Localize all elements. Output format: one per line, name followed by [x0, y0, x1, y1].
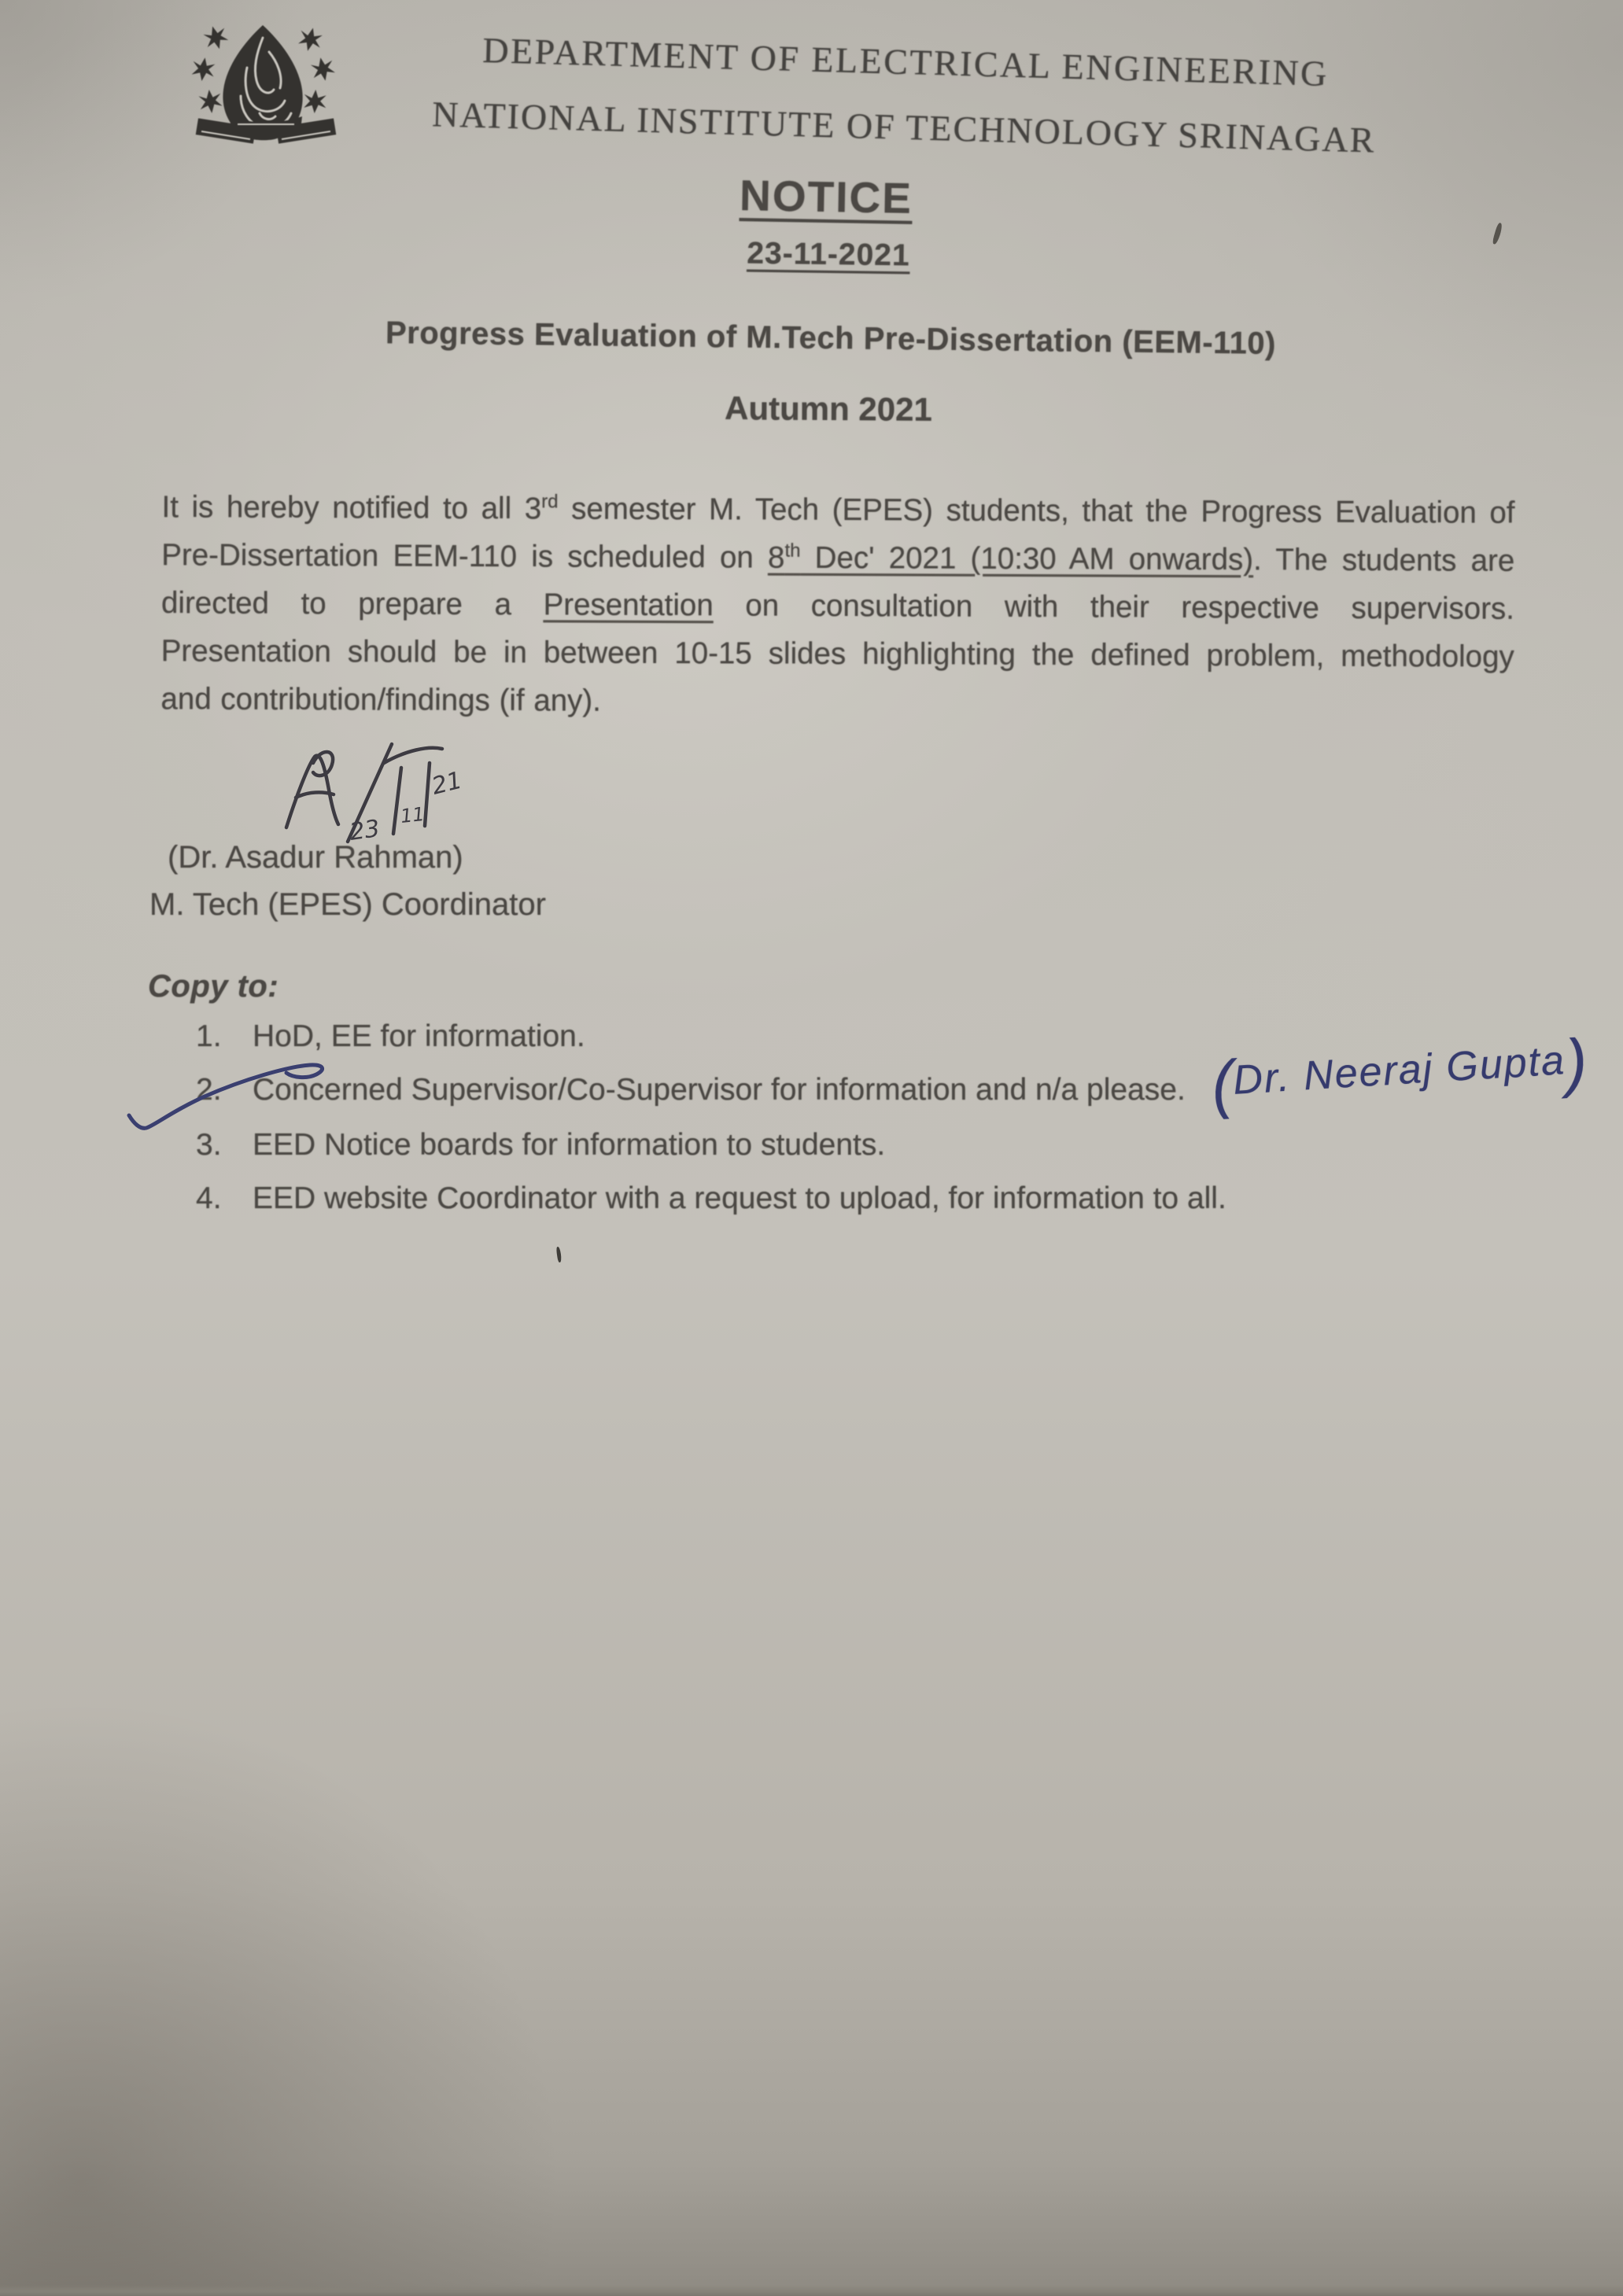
body-line: [161, 483, 1514, 537]
paper-bottom-edge: [0, 2285, 1623, 2296]
body-text: Dec' 2021 (10:30 AM onwards): [800, 540, 1254, 577]
institute-line: NATIONAL INSTITUTE OF TECHNOLOGY SRINAGAR: [431, 94, 1377, 160]
copy-item-4: [196, 1181, 1226, 1216]
ordinal-superscript: rd: [541, 491, 559, 513]
item-text: HoD, EE for information.: [253, 1019, 585, 1053]
annotation-paren: (: [1209, 1048, 1236, 1121]
signatory-name: (Dr. Asadur Rahman): [168, 840, 463, 875]
ink-mark-comma: [556, 1247, 563, 1263]
svg-text:21: 21: [429, 766, 465, 801]
underlined-word: Presentation: [543, 588, 714, 623]
body-text: on consultation with their respective supervisors.: [713, 588, 1515, 626]
body-line: [160, 675, 1514, 729]
body-text: Pre-Dissertation EEM-110 is scheduled on: [161, 538, 769, 575]
subject-line: Progress Evaluation of M.Tech Pre-Dissertation (EEM-110): [385, 315, 1277, 361]
item-text: Concerned Supervisor/Co-Supervisor for information and n/a please.: [253, 1073, 1186, 1107]
svg-text:11: 11: [399, 802, 426, 827]
body-text: 8: [767, 540, 785, 575]
body-text: semester M. Tech (EPES) students, that the Progress Evaluation of: [558, 492, 1515, 530]
body-line: [161, 627, 1514, 681]
notice-date: 23-11-2021: [747, 236, 910, 273]
body-paragraph: [160, 483, 1514, 729]
item-number: 4.: [196, 1181, 222, 1215]
item-number: 1.: [196, 1019, 222, 1053]
body-text: Presentation should be in between 10-15 slides highlighting the defined problem, methodology: [160, 634, 1514, 674]
item-number: 3.: [196, 1128, 222, 1162]
body-line: [161, 579, 1514, 633]
department-line: DEPARTMENT OF ELECTRICAL ENGINEERING: [481, 30, 1330, 94]
handwritten-annotation: [1210, 1026, 1590, 1122]
notice-title: NOTICE: [739, 171, 913, 223]
body-text: It is hereby notified to all 3: [161, 490, 542, 526]
body-line: [161, 531, 1514, 585]
body-text: . The students are: [1253, 543, 1515, 578]
item-number: 2.: [196, 1073, 222, 1107]
annotation-paren: ): [1563, 1026, 1590, 1100]
annotation-text: Dr. Neeraj Gupta: [1231, 1037, 1567, 1104]
body-text: and contribution/findings (if any).: [160, 682, 602, 718]
svg-text:23: 23: [348, 814, 382, 846]
session-line: Autumn 2021: [724, 389, 933, 428]
signatory-role: M. Tech (EPES) Coordinator: [149, 887, 546, 922]
letterhead: [329, 25, 1480, 164]
ordinal-superscript: th: [784, 540, 801, 562]
copy-to-heading: Copy to:: [148, 969, 279, 1004]
body-text: directed to prepare a: [160, 586, 544, 622]
signature-scribble: [274, 741, 470, 855]
item-text: EED website Coordinator with a request to upload, for information to all.: [253, 1181, 1226, 1215]
handwritten-tick-mark: [118, 1046, 354, 1137]
underlined-date-phrase: [768, 541, 1253, 577]
item-text: EED Notice boards for information to students.: [253, 1128, 886, 1162]
